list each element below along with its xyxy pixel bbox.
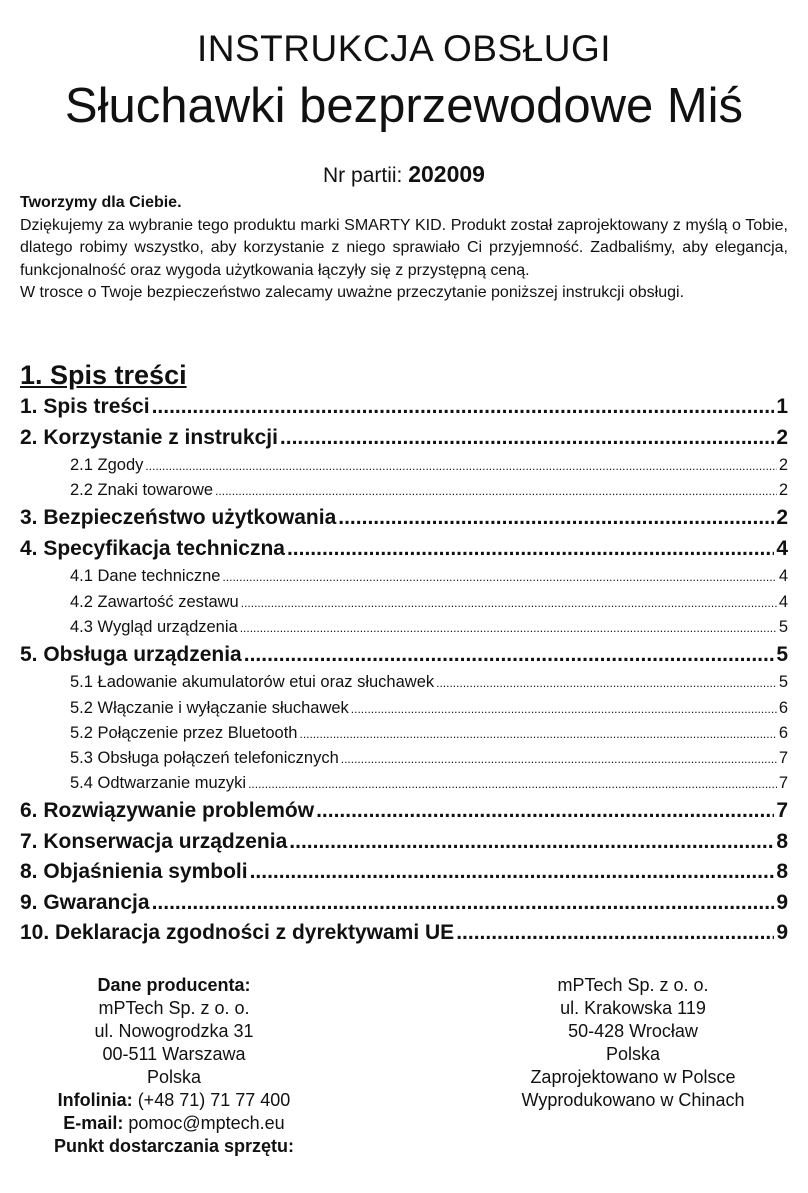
toc-leader-dots bbox=[145, 454, 776, 479]
toc-entry-title: 2.2 Znaki towarowe bbox=[70, 481, 214, 500]
toc-entry-title: 2.1 Zgody bbox=[70, 456, 144, 474]
toc-entry-page: 4 bbox=[778, 567, 788, 586]
toc-entry-title: 5. Obsługa urządzenia bbox=[20, 642, 242, 666]
intro-paragraph-1: Dziękujemy za wybranie tego produktu marki SMARTY KID. Produkt został zaprojektowany z myślą o Tobie, dlatego robimy wszystko, aby korzystanie z niego sprawiało Ci przyjemność. Zadbaliśmy, aby elegancja, funkcjonalność oraz wygoda użytkowania łączyły się z przystępną ceną. bbox=[20, 216, 788, 279]
infoline bbox=[24, 1089, 324, 1112]
toc-entry-title: 5.2 Połączenie przez Bluetooth bbox=[70, 723, 298, 742]
toc-entry-title: 1. Spis treści bbox=[20, 395, 150, 418]
toc-heading: 1. Spis treści bbox=[20, 360, 187, 390]
toc-entry-page: 4 bbox=[778, 592, 788, 611]
toc-entry-title: 4. Specyfikacja techniczna bbox=[20, 536, 285, 560]
toc-subentry[interactable] bbox=[20, 721, 788, 746]
toc-entry-page: 7 bbox=[776, 799, 788, 823]
toc-leader-dots bbox=[456, 918, 774, 949]
toc-subentry[interactable] bbox=[20, 670, 788, 695]
manual-type-title: INSTRUKCJA OBSŁUGI bbox=[196, 28, 612, 69]
toc-entry-page: 7 bbox=[778, 774, 788, 793]
toc-entry[interactable] bbox=[20, 796, 788, 827]
toc-entry-title: 8. Objaśnienia symboli bbox=[20, 860, 248, 884]
toc-entry-page: 6 bbox=[778, 698, 788, 717]
toc-subentry[interactable] bbox=[20, 564, 788, 589]
toc-entry-title: 6. Rozwiązywanie problemów bbox=[20, 799, 315, 823]
toc-leader-dots bbox=[338, 503, 774, 534]
toc-entry[interactable] bbox=[20, 918, 788, 949]
toc-entry-title: 2. Korzystanie z instrukcji bbox=[20, 425, 278, 449]
toc-subentry[interactable] bbox=[20, 771, 788, 796]
delivery-name: mPTech Sp. z o. o. bbox=[557, 975, 709, 995]
made-in: Wyprodukowano w Chinach bbox=[521, 1090, 745, 1110]
email-label: E-mail: bbox=[63, 1113, 124, 1133]
toc-entry[interactable] bbox=[20, 827, 788, 858]
toc-subentry[interactable] bbox=[20, 453, 788, 478]
toc-entry[interactable] bbox=[20, 888, 788, 919]
toc-entry-page: 2 bbox=[776, 506, 788, 530]
toc-entry-page: 5 bbox=[778, 617, 788, 636]
toc-leader-dots bbox=[436, 671, 777, 696]
toc-entry-title: 9. Gwarancja bbox=[20, 890, 150, 914]
toc-entry-title: 4.1 Dane techniczne bbox=[70, 567, 221, 586]
toc-leader-dots bbox=[316, 796, 774, 827]
manufacturer-country: Polska bbox=[146, 1067, 202, 1087]
toc-leader-dots bbox=[152, 888, 775, 919]
toc-entry-page: 5 bbox=[776, 642, 788, 666]
toc-entry[interactable] bbox=[20, 534, 788, 565]
manufacturer-city: 00-511 Warszawa bbox=[102, 1044, 246, 1064]
table-of-contents bbox=[20, 392, 788, 949]
toc-leader-dots bbox=[248, 772, 777, 797]
toc-entry-title: 4.2 Zawartość zestawu bbox=[70, 592, 239, 611]
toc-subentry[interactable] bbox=[20, 696, 788, 721]
delivery-city: 50-428 Wrocław bbox=[568, 1021, 698, 1041]
toc-entry-page: 8 bbox=[776, 860, 788, 884]
toc-entry-page: 1 bbox=[776, 395, 788, 418]
toc-subentry[interactable] bbox=[20, 478, 788, 503]
product-title: Słuchawki bezprzewodowe Miś bbox=[64, 79, 744, 133]
toc-entry-page: 9 bbox=[776, 890, 788, 914]
email-value: pomoc@mptech.eu bbox=[128, 1113, 285, 1133]
toc-subentry[interactable] bbox=[20, 590, 788, 615]
manufacturer-details bbox=[24, 974, 324, 1158]
delivery-point-label: Punkt dostarczania sprzętu: bbox=[53, 1136, 295, 1156]
infoline-label: Infolinia: bbox=[57, 1090, 133, 1110]
toc-leader-dots bbox=[287, 534, 774, 565]
delivery-country: Polska bbox=[605, 1044, 661, 1064]
toc-leader-dots bbox=[250, 857, 775, 888]
toc-entry-title: 5.1 Ładowanie akumulatorów etui oraz słuchawek bbox=[70, 673, 435, 692]
toc-entry[interactable] bbox=[20, 857, 788, 888]
toc-entry-title: 5.4 Odtwarzanie muzyki bbox=[70, 774, 247, 793]
toc-leader-dots bbox=[152, 392, 775, 423]
toc-entry[interactable] bbox=[20, 640, 788, 671]
email bbox=[24, 1112, 324, 1135]
toc-entry-page: 2 bbox=[778, 481, 788, 500]
intro-section bbox=[20, 192, 788, 305]
batch-value: 202009 bbox=[408, 161, 485, 187]
manufacturer-street: ul. Nowogrodzka 31 bbox=[94, 1021, 254, 1041]
designed-in: Zaprojektowano w Polsce bbox=[530, 1067, 736, 1087]
toc-leader-dots bbox=[351, 697, 777, 722]
toc-entry[interactable] bbox=[20, 423, 788, 454]
delivery-street: ul. Krakowska 119 bbox=[560, 998, 706, 1018]
toc-leader-dots bbox=[280, 423, 774, 454]
toc-leader-dots bbox=[222, 565, 776, 590]
toc-entry-page: 4 bbox=[776, 536, 788, 560]
delivery-point-details bbox=[483, 974, 783, 1112]
toc-leader-dots bbox=[244, 640, 775, 671]
toc-leader-dots bbox=[299, 722, 776, 747]
toc-entry-page: 9 bbox=[776, 921, 788, 945]
infoline-value: (+48 71) 71 77 400 bbox=[137, 1090, 291, 1110]
toc-entry-page: 7 bbox=[778, 749, 788, 767]
toc-entry-title: 10. Deklaracja zgodności z dyrektywami UE bbox=[20, 921, 455, 945]
intro-paragraph-2: W trosce o Twoje bezpieczeństwo zalecamy uważne przeczytanie poniższej instrukcji obsługi. bbox=[20, 284, 685, 301]
toc-entry-page: 2 bbox=[776, 425, 788, 449]
toc-leader-dots bbox=[241, 591, 777, 616]
manufacturer-heading: Dane producenta: bbox=[97, 975, 251, 995]
toc-leader-dots bbox=[215, 479, 777, 504]
toc-entry-page: 8 bbox=[776, 829, 788, 853]
toc-entry-page: 6 bbox=[778, 723, 788, 742]
batch-label: Nr partii: bbox=[323, 164, 403, 187]
toc-entry-title: 5.2 Włączanie i wyłączanie słuchawek bbox=[70, 698, 349, 717]
toc-entry-title: 3. Bezpieczeństwo użytkowania bbox=[20, 506, 337, 530]
toc-subentry[interactable] bbox=[20, 615, 788, 640]
toc-entry-title: 4.3 Wygląd urządzenia bbox=[70, 617, 238, 636]
toc-leader-dots bbox=[341, 747, 777, 772]
toc-entry[interactable] bbox=[20, 392, 788, 423]
toc-leader-dots bbox=[240, 616, 777, 641]
toc-entry-page: 5 bbox=[778, 673, 788, 692]
toc-entry-title: 5.3 Obsługa połączeń telefonicznych bbox=[70, 749, 339, 767]
toc-entry-page: 2 bbox=[778, 456, 788, 474]
batch-number bbox=[0, 160, 808, 190]
toc-entry-title: 7. Konserwacja urządzenia bbox=[20, 829, 288, 853]
manufacturer-name: mPTech Sp. z o. o. bbox=[98, 998, 250, 1018]
intro-lead: Tworzymy dla Ciebie. bbox=[20, 194, 182, 211]
toc-entry[interactable] bbox=[20, 503, 788, 534]
toc-leader-dots bbox=[289, 827, 774, 858]
toc-subentry[interactable] bbox=[20, 746, 788, 771]
